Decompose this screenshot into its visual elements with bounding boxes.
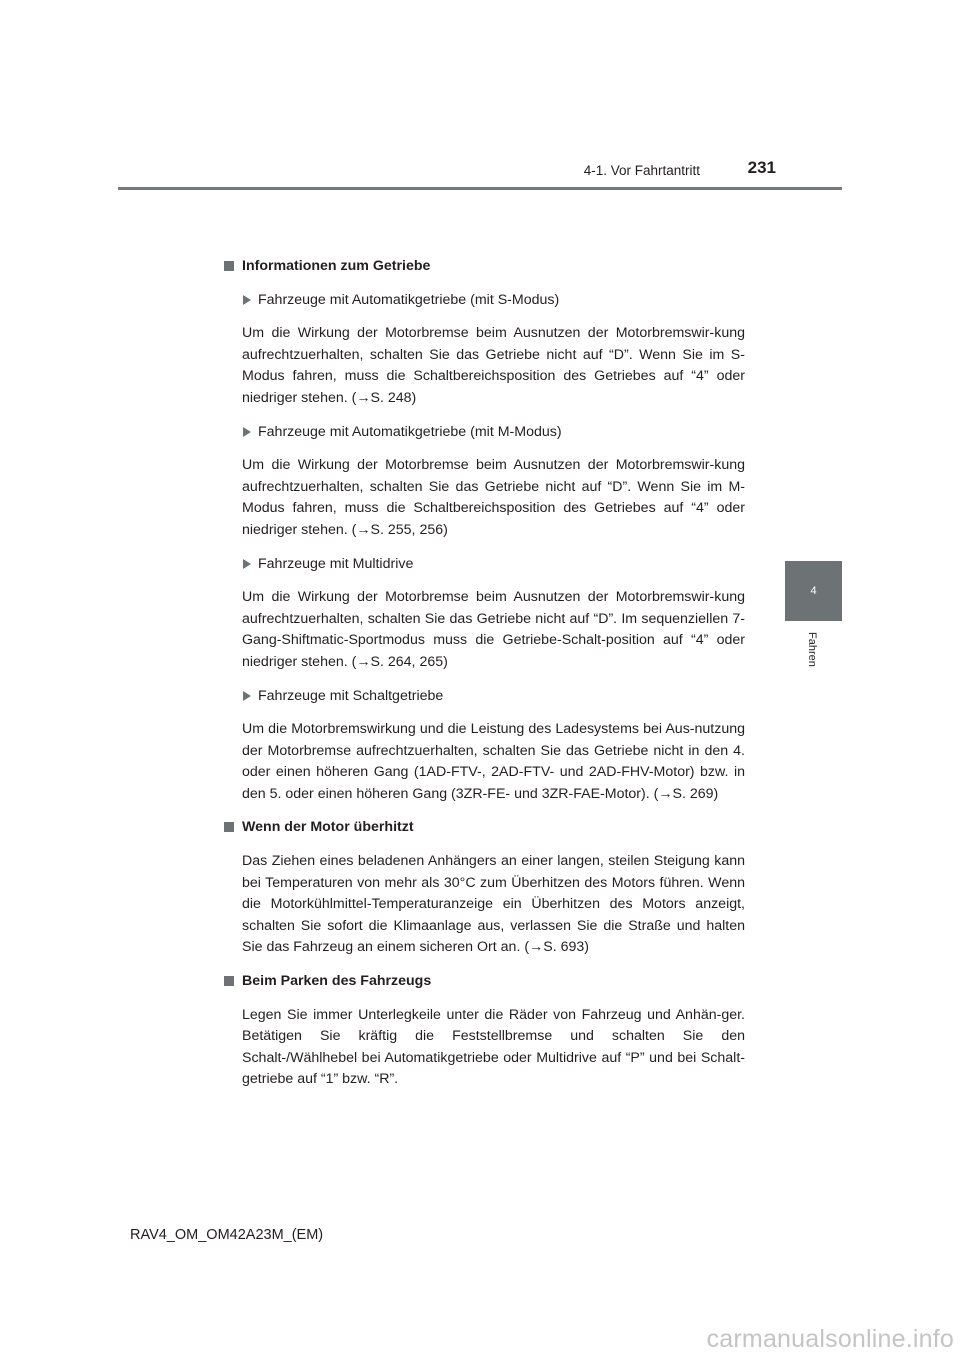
triangle-bullet-icon: [243, 559, 251, 569]
paragraph: Um die Motorbremswirkung und die Leistung des Ladesystems bei Aus-nutzung der Motorbremse aufrechtzuerhalten, schalten Sie das Getriebe nicht in den 4. oder einen höheren Gang (1AD-FTV-, 2AD-FTV- und 2AD-FHV-Motor) bzw. in den 5. oder einen höheren Gang (3ZR-FE- und 3ZR-FAE-Motor). (→S. 269): [242, 721, 745, 802]
section-title: 4-1. Vor Fahrtantritt: [583, 163, 700, 178]
chapter-tab[interactable]: [785, 561, 842, 621]
watermark: carmanualsonline.info: [706, 1325, 954, 1353]
section-heading: [222, 817, 745, 839]
chapter-number: 4: [810, 585, 817, 597]
section-heading-text: Informationen zum Getriebe: [242, 258, 431, 274]
section-motor-ueberhitzt: [222, 817, 745, 959]
triangle-bullet-icon: [243, 295, 251, 305]
triangle-bullet-icon: [243, 691, 251, 701]
item-title-text: Fahrzeuge mit Automatikgetriebe (mit M-Modus): [258, 423, 562, 440]
paragraph: Um die Wirkung der Motorbremse beim Ausnutzen der Motorbremswir-kung aufrechtzuerhalten, schalten Sie das Getriebe nicht auf “D”. Im sequenziellen 7-Gang-Shiftmatic-Sportmodus muss die Getriebe-Schalt-position auf “4” oder niedriger stehen. (→S. 264, 265): [242, 589, 745, 670]
section-heading-text: Beim Parken des Fahrzeugs: [242, 973, 432, 990]
paragraph: Legen Sie immer Unterlegkeile unter die Räder von Fahrzeug und Anhän-ger. Betätigen Sie kräftig die Feststellbremse und schalten Sie den Schalt-/Wählhebel bei Automatikgetriebe oder Multidrive auf “P” und bei Schalt-getriebe auf “1” bzw. “R”.: [242, 1006, 745, 1088]
page-content: [222, 256, 745, 1103]
triangle-bullet-icon: [243, 427, 251, 437]
item-title: [222, 686, 745, 708]
item-title: [222, 554, 745, 576]
item-title-text: Fahrzeuge mit Schaltgetriebe: [258, 687, 444, 704]
item-title: [222, 290, 745, 312]
document-code: RAV4_OM_OM42A23M_(EM): [130, 1227, 324, 1243]
section-getriebe: [222, 256, 745, 805]
square-bullet-icon: [224, 976, 234, 986]
section-heading: [222, 971, 745, 993]
header-divider: [118, 187, 842, 190]
paragraph: Das Ziehen eines beladenen Anhängers an einer langen, steilen Steigung kann bei Temperaturen von mehr als 30°C zum Überhitzen des Motors führen. Wenn die Motorkühlmittel-Temperaturanzeige ein Überhitzen des Motors anzeigt, schalten Sie sofort die Klimaanlage aus, verlassen Sie die Straße und halten Sie das Fahrzeug an einem sicheren Ort an. (→S. 693): [242, 853, 745, 956]
chapter-label: Fahren: [806, 632, 818, 667]
page-number: 231: [747, 158, 776, 177]
square-bullet-icon: [224, 822, 234, 832]
paragraph: Um die Wirkung der Motorbremse beim Ausnutzen der Motorbremswir-kung aufrechtzuerhalten, schalten Sie das Getriebe nicht auf “D”. Wenn Sie im M-Modus fahren, muss die Schaltbereichsposition des Getriebes auf “4” oder niedriger stehen. (→S. 255, 256): [242, 457, 745, 538]
paragraph: Um die Wirkung der Motorbremse beim Ausnutzen der Motorbremswir-kung aufrechtzuerhalten, schalten Sie das Getriebe nicht auf “D”. Wenn Sie im S-Modus fahren, muss die Schaltbereichsposition des Getriebes auf “4” oder niedriger stehen. (→S. 248): [242, 325, 745, 406]
item-title-text: Fahrzeuge mit Multidrive: [258, 555, 414, 572]
square-bullet-icon: [224, 261, 234, 271]
item-title-text: Fahrzeuge mit Automatikgetriebe (mit S-Modus): [258, 291, 560, 308]
section-parken: [222, 971, 745, 1091]
item-title: [222, 422, 745, 444]
section-heading: [222, 256, 745, 278]
section-heading-text: Wenn der Motor überhitzt: [242, 819, 414, 836]
